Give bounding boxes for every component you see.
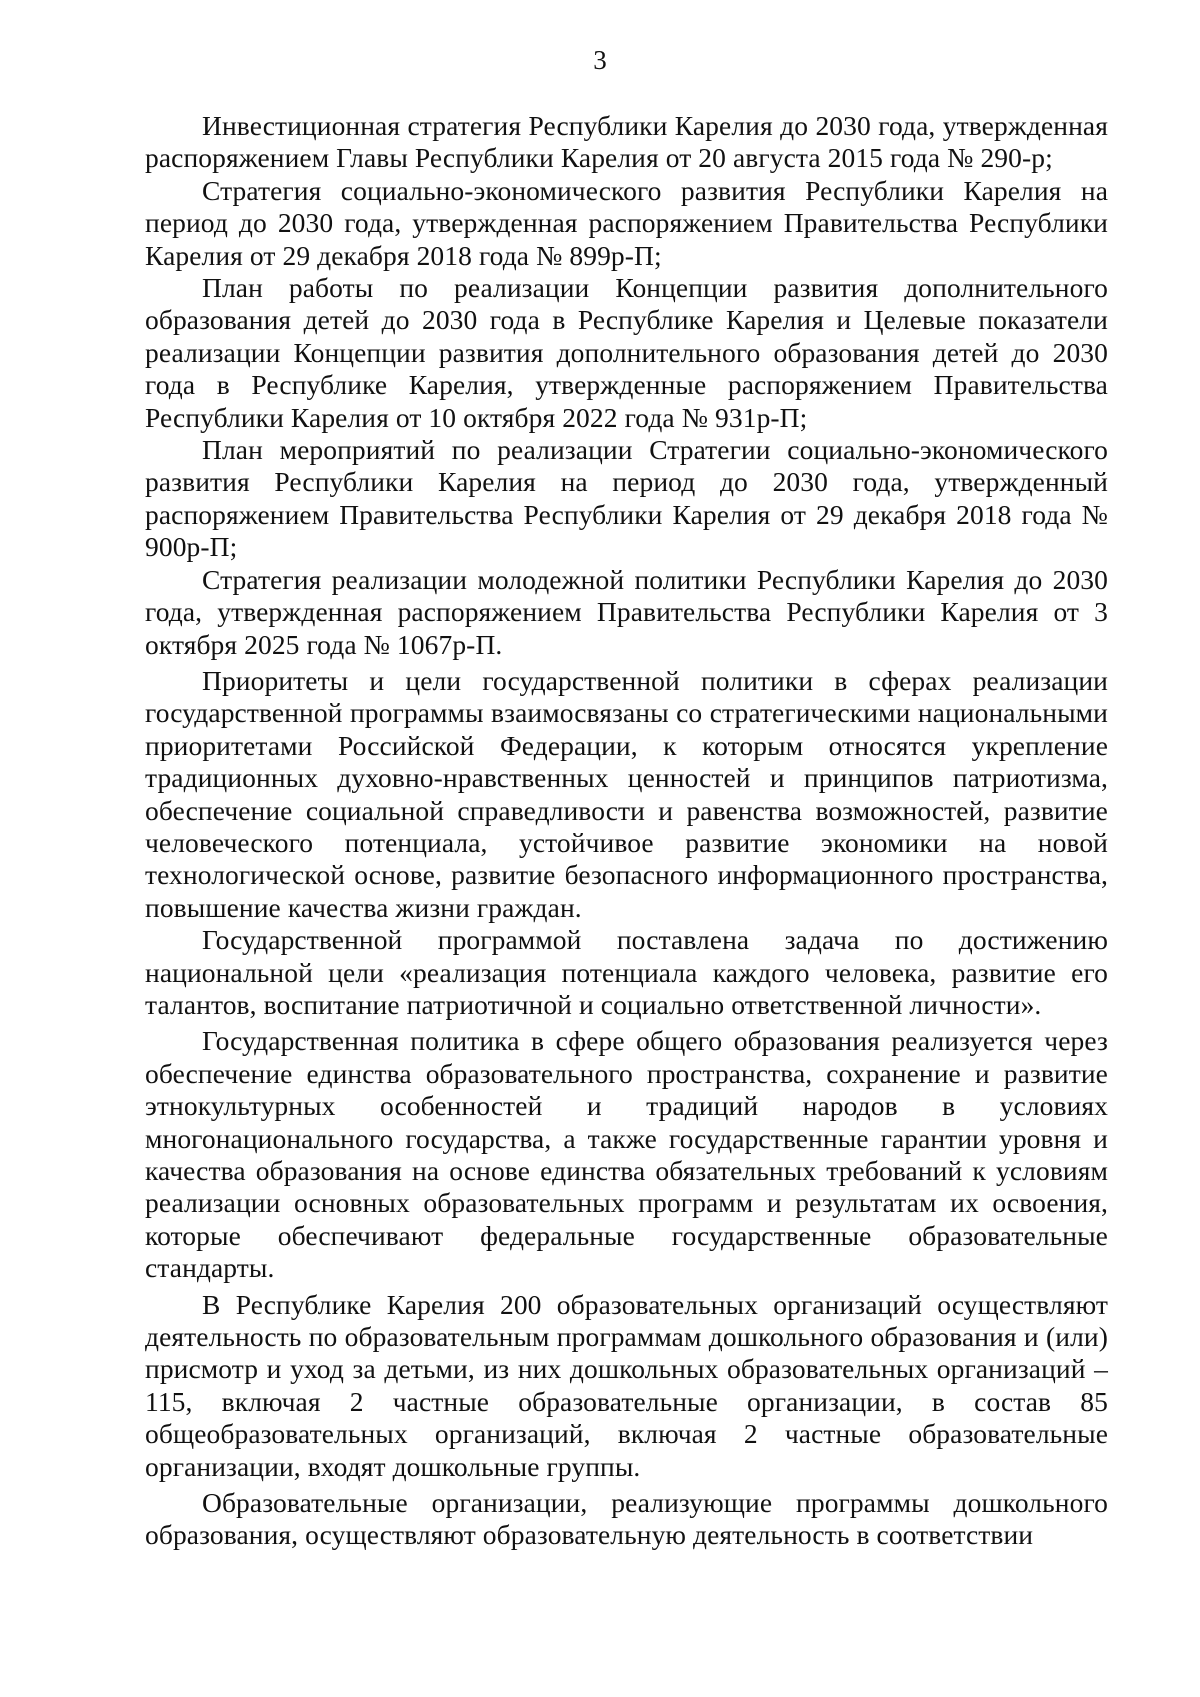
- paragraph-youth-policy-strategy: Стратегия реализации молодежной политики Республики Карелия до 2030 года, утвержденная распоряжением Правительства Республики Карелия от 3 октября 2025 года № 1067р-П.: [145, 563, 1108, 660]
- paragraph-preschool-organizations: В Республике Карелия 200 образовательных организаций осуществляют деятельность по образовательным программам дошкольного образования и (или) присмотр и уход за детьми, из них дошкольных образовательных организаций – 115, включая 2 частные образовательные организации, в состав 85 общеобразовательных организаций, включая 2 частные образовательные организации, входят дошкольные группы.: [145, 1288, 1108, 1482]
- paragraph-additional-education-plan: План работы по реализации Концепции развития дополнительного образования детей до 2030 года в Республике Карелия и Целевые показатели реализации Концепции развития дополнительного образования детей до 2030 года в Республике Карелия, утвержденные распоряжением Правительства Республики Карелия от 10 октября 2022 года № 931р-П;: [145, 272, 1108, 433]
- paragraph-general-education-policy: Государственная политика в сфере общего образования реализуется через обеспечение единства образовательного пространства, сохранение и развитие этнокультурных особенностей и традиций народов в условиях многонационального государства, а также государственные гарантии уровня и качества образования на основе единства обязательных требований к условиям реализации основных образовательных программ и результатам их освоения, которые обеспечивают федеральные государственные образовательные стандарты.: [145, 1025, 1108, 1284]
- page-number: 3: [593, 45, 607, 75]
- paragraph-socioeconomic-strategy: Стратегия социально-экономического развития Республики Карелия на период до 2030 года, утвержденная распоряжением Правительства Республики Карелия от 29 декабря 2018 года № 899р-П;: [145, 174, 1108, 271]
- paragraph-national-goal: Государственной программой поставлена задача по достижению национальной цели «реализация потенциала каждого человека, развитие его талантов, воспитание патриотичной и социально ответственной личности».: [145, 924, 1108, 1020]
- paragraph-preschool-activity: Образовательные организации, реализующие программы дошкольного образования, осуществляют образовательную деятельность в соответствии: [145, 1487, 1108, 1551]
- paragraph-investment-strategy: Инвестиционная стратегия Республики Карелия до 2030 года, утвержденная распоряжением Главы Республики Карелия от 20 августа 2015 года № 290-р;: [145, 110, 1108, 174]
- paragraph-policy-priorities: Приоритеты и цели государственной политики в сферах реализации государственной программы взаимосвязаны со стратегическими национальными приоритетами Российской Федерации, к которым относятся укрепление традиционных духовно-нравственных ценностей и принципов патриотизма, обеспечение социальной справедливости и равенства возможностей, развитие человеческого потенциала, устойчивое развитие экономики на новой технологической основе, развитие безопасного информационного пространства, повышение качества жизни граждан.: [145, 664, 1108, 923]
- document-body: [145, 110, 1108, 1552]
- paragraph-strategy-action-plan: План мероприятий по реализации Стратегии социально-экономического развития Республики Карелия на период до 2030 года, утвержденный распоряжением Правительства Республики Карелия от 29 декабря 2018 года № 900р-П;: [145, 434, 1108, 563]
